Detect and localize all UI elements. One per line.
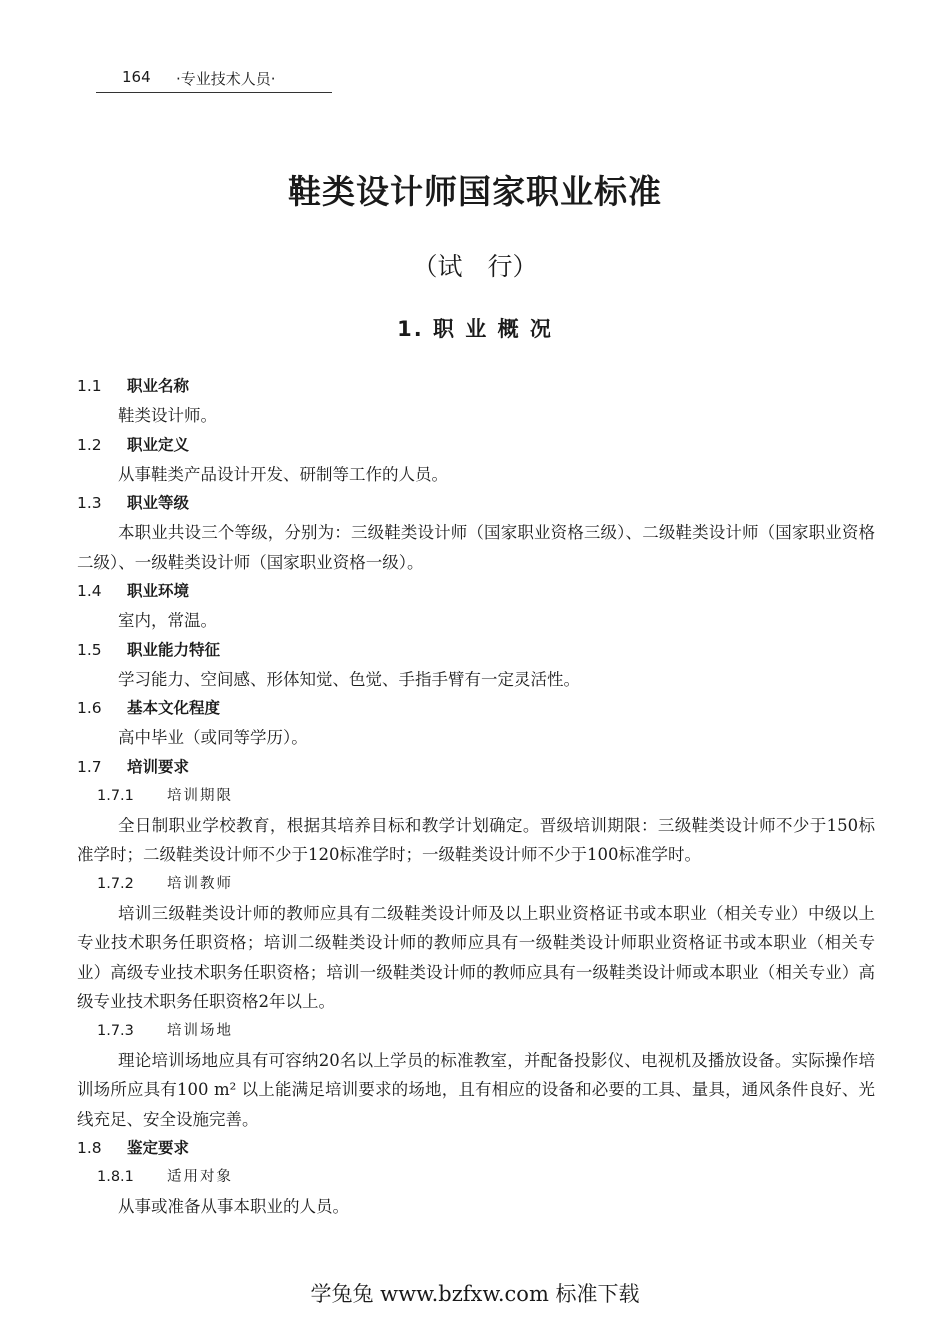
subsection-heading [77, 870, 875, 899]
subsection-title: 培训期限 [167, 787, 233, 804]
running-title: ·专业技术人员· [176, 70, 276, 88]
section-heading [77, 577, 875, 606]
section-heading [77, 694, 875, 723]
section-paragraph: 全日制职业学校教育，根据其培养目标和教学计划确定。晋级培训期限：三级鞋类设计师不少于150标准学时；二级鞋类设计师不少于120标准学时；一级鞋类设计师不少于100标准学时。 [77, 815, 875, 864]
section-paragraph: 本职业共设三个等级，分别为：三级鞋类设计师（国家职业资格三级）、二级鞋类设计师（国家职业资格二级）、一级鞋类设计师（国家职业资格一级）。 [77, 523, 875, 572]
section-title: 鉴定要求 [127, 1139, 190, 1157]
document-subtitle: （试 行） [412, 252, 538, 281]
subsection-title: 培训场地 [167, 1022, 233, 1039]
section-title: 职业能力特征 [127, 640, 221, 659]
section-number: 1.2 [77, 435, 102, 454]
section-heading [77, 489, 875, 518]
chapter-heading: 1. 职 业 概 况 [397, 317, 553, 341]
section-title: 职业名称 [127, 377, 190, 395]
subsection-heading [77, 782, 875, 811]
subsection-number: 1.7.1 [97, 787, 134, 804]
section-title: 培训要求 [127, 757, 190, 776]
section-paragraph: 高中毕业（或同等学历）。 [118, 728, 308, 747]
subsection-number: 1.8.1 [97, 1169, 134, 1185]
subsection-title: 培训教师 [167, 875, 233, 892]
section-heading [77, 636, 875, 665]
footer-watermark-text: 学兔兔 www.bzfxw.com 标准下载 [310, 1282, 640, 1306]
section-title: 职业等级 [127, 494, 190, 512]
document-title: 鞋类设计师国家职业标准 [288, 172, 662, 211]
section-heading [77, 753, 875, 782]
subsection-heading [77, 1017, 875, 1046]
running-header [96, 66, 332, 93]
section-heading [77, 1134, 875, 1163]
section-paragraph: 理论培训场地应具有可容纳20名以上学员的标准教室，并配备投影仪、电视机及播放设备。实际操作培训场所应具有100 m² 以上能满足培训要求的场地，且有相应的设备和必要的工具、量具，通风条件良好、光线充足、安全设施完善。 [77, 1050, 875, 1129]
section-number: 1.5 [77, 640, 102, 659]
page-number: 164 [122, 68, 151, 86]
section-number: 1.6 [77, 699, 102, 717]
section-title: 职业定义 [127, 435, 190, 454]
document-body [77, 372, 875, 1222]
subsection-number: 1.7.2 [97, 875, 134, 892]
section-paragraph: 从事或准备从事本职业的人员。 [118, 1197, 349, 1216]
section-number: 1.1 [77, 377, 102, 395]
section-paragraph: 室内，常温。 [118, 611, 217, 630]
section-number: 1.7 [77, 757, 102, 776]
section-paragraph: 培训三级鞋类设计师的教师应具有二级鞋类设计师及以上职业资格证书或本职业（相关专业）中级以上专业技术职务任职资格；培训二级鞋类设计师的教师应具有一级鞋类设计师职业资格证书或本职业（相关专业）高级专业技术职务任职资格；培训一级鞋类设计师的教师应具有一级鞋类设计师或本职业（相关专业）高级专业技术职务任职资格2年以上。 [77, 903, 875, 1011]
subsection-number: 1.7.3 [97, 1022, 134, 1039]
section-title: 职业环境 [127, 582, 190, 600]
section-number: 1.4 [77, 582, 102, 600]
section-heading [77, 372, 875, 401]
section-number: 1.8 [77, 1139, 102, 1157]
section-number: 1.3 [77, 494, 102, 512]
section-heading [77, 431, 875, 460]
section-paragraph: 鞋类设计师。 [118, 406, 217, 425]
section-title: 基本文化程度 [127, 699, 221, 717]
section-paragraph: 学习能力、空间感、形体知觉、色觉、手指手臂有一定灵活性。 [118, 669, 580, 689]
section-paragraph: 从事鞋类产品设计开发、研制等工作的人员。 [118, 464, 448, 484]
subsection-title: 适用对象 [167, 1169, 233, 1185]
subsection-heading [77, 1163, 875, 1192]
